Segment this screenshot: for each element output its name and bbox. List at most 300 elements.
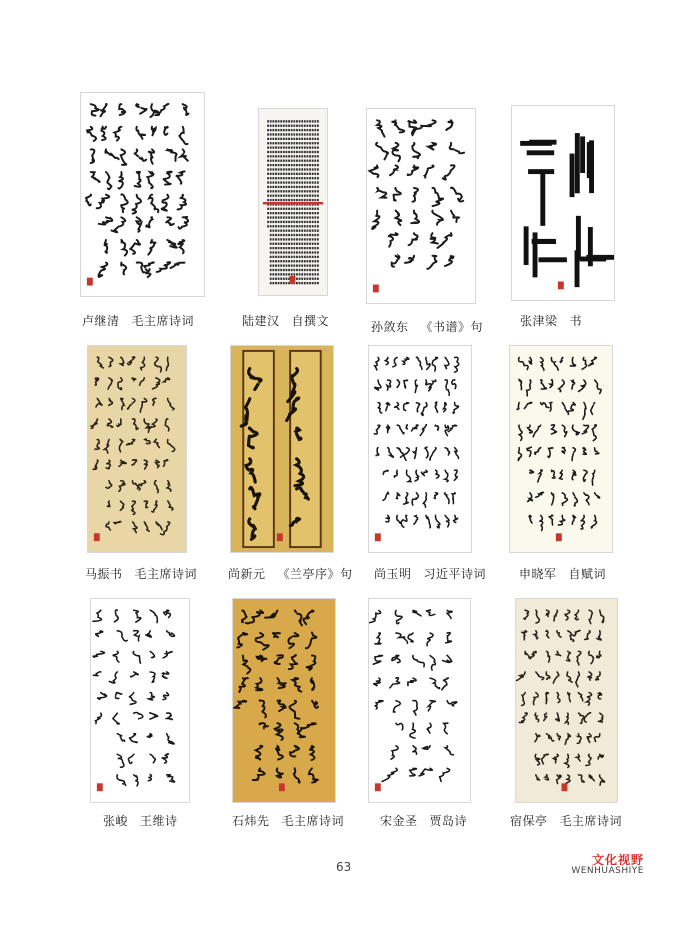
brush-character — [296, 229, 298, 231]
brush-character — [275, 186, 277, 188]
brush-character — [591, 515, 596, 528]
brush-character — [267, 181, 269, 183]
brush-character — [280, 234, 282, 236]
brush-character — [296, 256, 298, 258]
brush-character — [317, 195, 319, 197]
brush-character — [291, 256, 293, 258]
brush-character — [312, 164, 314, 166]
brush-character — [291, 138, 293, 140]
brush-character — [283, 229, 285, 231]
brush-character — [260, 723, 268, 728]
brush-character — [278, 243, 280, 245]
brush-character — [270, 177, 272, 179]
brush-character — [164, 127, 168, 135]
brush-character — [278, 168, 280, 170]
brush-character — [304, 168, 306, 170]
brush-character — [595, 493, 600, 498]
brush-character — [288, 168, 290, 170]
brush-character — [558, 515, 564, 525]
brush-character — [291, 173, 293, 175]
brush-character — [304, 120, 306, 122]
brush-character — [309, 212, 311, 214]
brush-character — [598, 693, 601, 699]
brush-character — [278, 269, 280, 271]
brush-character — [413, 656, 424, 667]
brush-character — [596, 672, 600, 680]
brush-character — [267, 225, 269, 227]
brush-character — [132, 460, 137, 465]
brush-character — [304, 208, 306, 210]
brush-character — [278, 264, 280, 266]
brush-character — [309, 234, 311, 236]
brush-character — [412, 493, 418, 505]
brush-character — [536, 775, 540, 780]
brush-character — [427, 723, 431, 733]
brush-character — [140, 398, 146, 412]
brush-character — [130, 734, 138, 743]
brush-character — [147, 734, 152, 738]
brush-character — [404, 448, 410, 461]
brush-character — [260, 700, 266, 717]
brush-character — [309, 208, 311, 210]
brush-character — [304, 164, 306, 166]
brush-character — [286, 251, 288, 253]
brush-character — [426, 515, 430, 527]
brush-character — [111, 217, 125, 232]
brush-character — [301, 177, 303, 179]
brush-character — [312, 125, 314, 127]
brush-character — [132, 195, 141, 214]
brush-character — [589, 357, 597, 365]
brush-character — [286, 208, 288, 210]
brush-character — [154, 439, 159, 447]
brush-character — [566, 713, 569, 724]
brush-character — [168, 501, 173, 510]
brush-character — [275, 234, 277, 236]
artist-name: 尚玉明 — [374, 567, 412, 581]
brush-character — [278, 208, 280, 210]
brush-character — [283, 216, 285, 218]
brush-character — [291, 216, 293, 218]
brush-character — [312, 173, 314, 175]
brush-character — [128, 357, 135, 365]
brush-character — [408, 633, 413, 642]
brush-character — [314, 238, 316, 240]
brush-character — [113, 713, 120, 724]
brush-character — [91, 419, 97, 428]
calligraphy-strokes — [510, 346, 612, 552]
brush-character — [291, 229, 293, 231]
brush-character — [299, 199, 301, 201]
brush-character — [280, 199, 282, 201]
brush-character — [270, 129, 272, 131]
brush-character — [144, 262, 154, 271]
brush-character — [583, 470, 587, 481]
brush-character — [132, 378, 135, 381]
brush-character — [309, 251, 311, 253]
brush-character — [114, 610, 118, 622]
brush-character — [307, 221, 309, 223]
brush-character — [375, 380, 381, 390]
brush-character — [299, 133, 301, 135]
brush-character — [106, 481, 112, 488]
brush-character — [286, 195, 288, 197]
artist-name: 张峻 — [103, 814, 129, 828]
brush-character — [267, 177, 269, 179]
brush-character — [288, 234, 290, 236]
brush-character — [270, 212, 272, 214]
brush-character — [280, 155, 282, 157]
brush-character — [522, 631, 526, 640]
brush-character — [317, 168, 319, 170]
brush-character — [435, 425, 438, 430]
brush-character — [299, 142, 301, 144]
artwork-image — [230, 345, 334, 553]
brush-character — [312, 225, 314, 227]
brush-character — [150, 672, 155, 682]
brush-character — [304, 212, 306, 214]
brush-character — [163, 693, 169, 700]
brush-character — [163, 672, 169, 678]
brand-name-en: WENHUASHIYE — [571, 866, 644, 876]
seal-stamp — [97, 783, 103, 791]
brush-character — [293, 177, 295, 179]
brush-character — [406, 470, 411, 481]
brush-character — [577, 754, 580, 761]
brush-character — [288, 269, 290, 271]
brush-character — [598, 713, 602, 722]
brush-character — [256, 678, 262, 690]
brush-character — [275, 723, 283, 740]
brush-character — [309, 243, 311, 245]
brush-character — [312, 229, 314, 231]
brush-character — [303, 610, 313, 624]
brush-character — [546, 630, 548, 637]
brush-character — [95, 440, 99, 450]
brush-character — [582, 357, 587, 369]
brush-character — [396, 493, 400, 499]
brush-character — [551, 470, 554, 478]
brush-character — [565, 610, 570, 620]
brush-character — [527, 447, 531, 456]
artwork-caption — [520, 312, 582, 329]
brush-character — [291, 181, 293, 183]
brush-character — [304, 173, 306, 175]
brush-character — [296, 186, 298, 188]
brush-character — [312, 273, 314, 275]
brush-character — [309, 151, 311, 153]
brush-character — [283, 151, 285, 153]
brush-character — [412, 746, 416, 754]
seal-stamp — [290, 276, 296, 284]
brush-character — [404, 493, 409, 504]
brush-character — [299, 195, 301, 197]
brush-character — [296, 133, 298, 135]
brush-character — [286, 160, 288, 162]
brush-character — [301, 212, 303, 214]
brush-character — [291, 155, 293, 157]
brush-character — [150, 713, 158, 719]
brush-character — [317, 221, 319, 223]
brush-character — [317, 129, 319, 131]
brush-character — [307, 133, 309, 135]
brush-character — [304, 146, 306, 148]
brush-character — [283, 168, 285, 170]
brush-character — [455, 448, 459, 459]
brush-character — [272, 133, 274, 135]
brush-character — [317, 278, 319, 280]
brush-character — [283, 164, 285, 166]
brush-character — [280, 251, 282, 253]
brush-character — [314, 243, 316, 245]
brush-character — [304, 138, 306, 140]
brush-character — [280, 151, 282, 153]
brush-character — [560, 357, 563, 362]
brush-character — [312, 208, 314, 210]
brush-character — [283, 212, 285, 214]
brush-character — [272, 238, 274, 240]
brush-character — [425, 165, 434, 177]
brush-character — [293, 146, 295, 148]
brush-character — [272, 160, 274, 162]
brush-character — [280, 186, 282, 188]
brush-character — [99, 217, 112, 224]
brush-character — [312, 264, 314, 266]
brush-character — [288, 164, 290, 166]
brush-character — [309, 133, 311, 135]
work-title: 毛主席诗词 — [281, 814, 345, 828]
brush-character — [106, 460, 110, 469]
brush-character — [93, 651, 104, 657]
work-title: 习近平诗词 — [423, 567, 487, 581]
brush-character — [519, 357, 528, 369]
brush-character — [178, 240, 185, 253]
brush-character — [536, 610, 540, 623]
brush-character — [295, 610, 302, 625]
brush-character — [307, 190, 309, 192]
brush-character — [283, 181, 285, 183]
brush-character — [375, 701, 383, 709]
brush-character — [278, 247, 280, 249]
brush-character — [267, 164, 269, 166]
brush-character — [96, 398, 102, 407]
work-title: 自赋词 — [568, 567, 607, 581]
brush-character — [280, 212, 282, 214]
brush-character — [283, 155, 285, 157]
brush-character — [414, 448, 417, 459]
brush-character — [286, 234, 288, 236]
brush-character — [270, 208, 272, 210]
brush-character — [299, 168, 301, 170]
brush-character — [423, 493, 426, 507]
brush-character — [272, 234, 274, 236]
brush-character — [309, 229, 311, 231]
brush-character — [288, 173, 290, 175]
brush-character — [257, 656, 267, 662]
brush-character — [309, 160, 311, 162]
brush-character — [280, 173, 282, 175]
brush-character — [550, 402, 552, 411]
brush-character — [278, 164, 280, 166]
brush-character — [299, 138, 301, 140]
brush-character — [267, 129, 269, 131]
brush-character — [272, 164, 274, 166]
brush-character — [100, 104, 106, 116]
brush-character — [296, 151, 298, 153]
brush-character — [317, 234, 319, 236]
brush-character — [293, 243, 295, 245]
brush-character — [275, 229, 277, 231]
brush-character — [309, 768, 318, 782]
brush-character — [239, 678, 248, 692]
brush-character — [312, 701, 318, 708]
brush-character — [562, 448, 566, 454]
brush-character — [304, 133, 306, 135]
brush-character — [530, 651, 536, 657]
brush-character — [307, 260, 309, 262]
brush-character — [283, 260, 285, 262]
brush-character — [446, 633, 452, 643]
brush-character — [312, 269, 314, 271]
brush-character — [288, 256, 290, 258]
brush-character — [286, 216, 288, 218]
brush-character — [179, 127, 187, 144]
brush-character — [296, 251, 298, 253]
brush-character — [309, 168, 311, 170]
brush-character — [312, 133, 314, 135]
brush-character — [286, 199, 288, 201]
artist-name: 卢继清 — [82, 314, 120, 328]
brush-character — [275, 238, 277, 240]
brush-character — [286, 247, 288, 249]
artwork-caption — [228, 565, 353, 582]
brush-character — [301, 138, 303, 140]
brush-character — [280, 177, 282, 179]
brush-character — [283, 225, 285, 227]
brush-character — [272, 186, 274, 188]
brush-character — [311, 678, 315, 690]
brush-character — [549, 515, 553, 525]
brush-character — [301, 164, 303, 166]
brush-character — [270, 216, 272, 218]
brush-character — [291, 168, 293, 170]
brush-character — [121, 194, 127, 212]
brush-character — [109, 398, 113, 405]
brush-character — [93, 672, 100, 676]
brush-character — [270, 151, 272, 153]
brush-character — [293, 678, 302, 691]
brush-character — [280, 129, 282, 131]
brush-character — [304, 142, 306, 144]
brush-character — [278, 282, 280, 284]
brush-character — [272, 173, 274, 175]
brush-character — [291, 146, 293, 148]
brush-character — [415, 380, 417, 392]
brush-character — [280, 142, 282, 144]
brush-character — [134, 775, 138, 786]
brush-character — [317, 125, 319, 127]
brush-character — [286, 120, 288, 122]
brush-character — [278, 221, 280, 223]
brush-character — [446, 120, 452, 130]
brush-character — [304, 243, 306, 245]
brush-character — [267, 221, 269, 223]
brush-character — [307, 278, 309, 280]
brush-character — [270, 282, 272, 284]
brush-character — [128, 398, 135, 409]
brush-character — [164, 610, 171, 617]
brush-character — [307, 273, 309, 275]
brush-character — [280, 282, 282, 284]
brush-character — [534, 631, 537, 639]
brush-character — [280, 216, 282, 218]
brush-character — [301, 190, 303, 192]
brush-character — [312, 129, 314, 131]
brush-character — [426, 610, 434, 616]
brush-character — [270, 238, 272, 240]
brush-character — [309, 146, 311, 148]
brush-character — [314, 142, 316, 144]
brush-character — [299, 269, 301, 271]
brush-character — [299, 212, 301, 214]
brush-character — [307, 238, 309, 240]
brush-character — [280, 133, 282, 135]
brush-character — [430, 678, 440, 688]
artwork-caption — [242, 312, 329, 329]
brush-character — [267, 168, 269, 170]
brush-character — [518, 448, 521, 461]
brush-character — [541, 380, 547, 389]
brush-character — [150, 651, 154, 657]
brush-character — [270, 247, 272, 249]
brush-character — [286, 181, 288, 183]
brush-character — [270, 269, 272, 271]
brush-character — [278, 212, 280, 214]
brush-character — [304, 155, 306, 157]
brush-character — [286, 168, 288, 170]
brush-character — [542, 754, 549, 764]
brush-character — [293, 260, 295, 262]
brush-character — [115, 127, 122, 141]
brush-character — [445, 380, 449, 395]
brush-character — [304, 225, 306, 227]
brush-character — [314, 173, 316, 175]
brush-character — [132, 522, 137, 533]
brush-character — [445, 746, 453, 755]
brush-character — [426, 380, 431, 388]
brush-character — [548, 448, 553, 458]
brush-character — [393, 701, 400, 713]
brush-character — [312, 160, 314, 162]
brush-character — [280, 269, 282, 271]
brush-character — [317, 173, 319, 175]
brush-character — [589, 651, 594, 663]
brush-character — [309, 269, 311, 271]
brush-character — [296, 278, 298, 280]
brush-character — [272, 278, 274, 280]
brush-character — [270, 125, 272, 127]
brush-character — [307, 168, 309, 170]
brush-character — [288, 190, 290, 192]
brush-character — [533, 425, 540, 437]
brush-character — [296, 181, 298, 183]
brush-character — [299, 190, 301, 192]
brush-character — [317, 225, 319, 227]
brush-character — [314, 212, 316, 214]
brush-character — [589, 775, 594, 781]
brush-character — [304, 190, 306, 192]
brush-character — [301, 273, 303, 275]
